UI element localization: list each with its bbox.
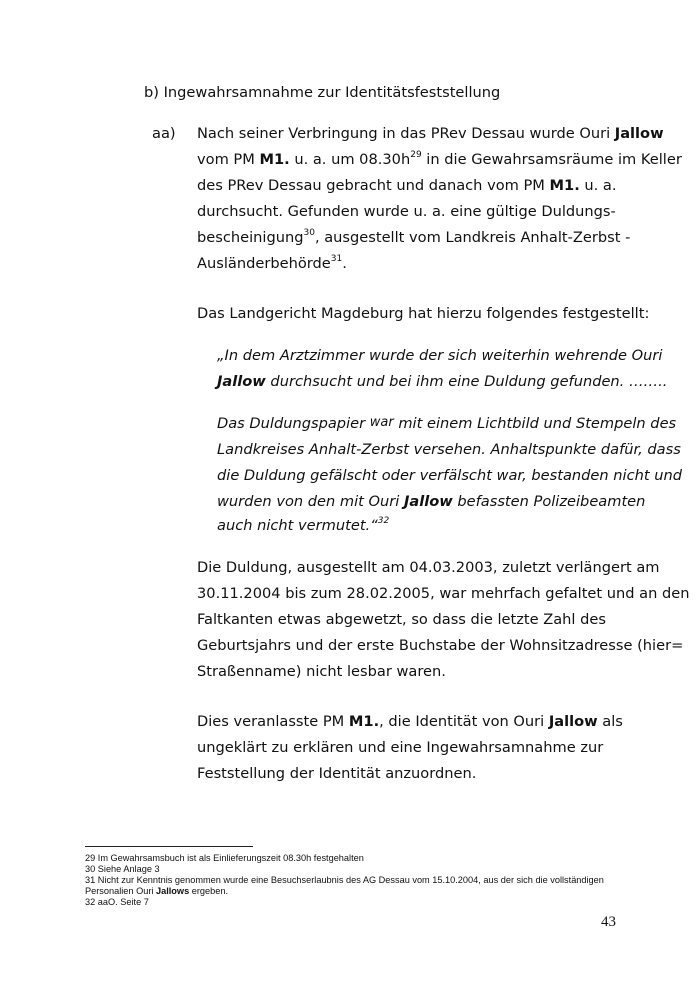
name-jallow: Jallow [614,125,664,142]
quote-line2: Jallow durchsucht und bei ihm eine Duldung gefunden. …….. [217,373,668,390]
footnote-divider [85,846,253,847]
para4-line2: ungeklärt zu erklären und eine Ingewahrsamnahme zur [197,739,604,756]
page-number: 43 [601,914,616,930]
quote-line1: „In dem Arztzimmer wurde der sich weiterhin wehrende Ouri [217,347,663,364]
footnote-31-line1: 31 Nicht zur Kenntnis genommen wurde eine Besuchserlaubnis des AG Dessau vom 15.10.2004, aus der sich die vollständigen [85,875,604,885]
para3-line2: 30.11.2004 bis zum 28.02.2005, war mehrfach gefaltet und an den [197,585,690,602]
name-m1: M1. [549,177,580,194]
para4-line3: Feststellung der Identität anzuordnen. [197,765,477,782]
para2-line1: Das Landgericht Magdeburg hat hierzu folgendes festgestellt: [197,305,650,322]
section-heading: b) Ingewahrsamnahme zur Identitätsfeststellung [144,84,501,101]
footnote-31-line2: Personalien Ouri Jallows ergeben. [85,886,229,896]
quote-line3: Das Duldungspapier war mit einem Lichtbild und Stempeln des [217,415,677,432]
para1-line5: bescheinigung$^{30}$, ausgestellt vom Landkreis Anhalt-Zerbst - [197,228,631,246]
name-m1: M1. [348,713,380,730]
para1-line6: Ausländerbehörde$^{31}$. [197,254,347,272]
footnote-32: 32 aaO. Seite 7 [85,897,149,907]
footnote-29: 29 Im Gewahrsamsbuch ist als Einlieferungszeit 08.30h festgehalten [85,853,364,863]
item-marker: aa) [152,125,176,142]
footnote-ref-32: 32 [377,516,390,527]
name-jallow: Jallow [403,493,453,510]
quote-line4: Landkreises Anhalt-Zerbst versehen. Anhaltspunkte dafür, dass [217,441,681,458]
para1-line2: vom PM M1. u. a. um $08.30h^{29}$ in die Gewahrsamsräume im Keller [197,150,682,168]
name-jallow: Jallow [548,713,598,730]
quote-line6: wurden von den mit Ouri Jallow befassten Polizeibeamten [217,493,646,510]
para3-line3: Faltkanten etwas abgewetzt, so dass die letzte Zahl des [197,611,606,628]
para1-line4: durchsucht. Gefunden wurde u. a. eine gültige Duldungs- [197,203,616,220]
footnote-ref-31: 31 [330,254,343,265]
para3-line5: Straßenname) nicht lesbar waren. [197,663,446,680]
footnote-30: 30 Siehe Anlage 3 [85,864,160,874]
para3-line4: Geburtsjahrs und der erste Buchstabe der Wohnsitzadresse (hier= [197,637,684,654]
footnote-ref-29: 29 [410,150,422,161]
quote-line5: die Duldung gefälscht oder verfälscht war, bestanden nicht und [217,467,682,484]
quote-line7: auch nicht vermutet.“$^{32}$ [217,516,390,534]
footnote-ref-30: 30 [303,228,315,239]
name-m1: M1. [259,151,290,168]
name-jallow: Jallow [217,373,266,390]
para1-line1: Nach seiner Verbringung in das PRev Dessau wurde Ouri Jallow [197,125,664,142]
para1-line3: des PRev Dessau gebracht und danach vom PM M1. u. a. [197,177,617,194]
para4-line1: Dies veranlasste PM M1., die Identität von Ouri Jallow als [197,713,623,730]
para3-line1: Die Duldung, ausgestellt am 04.03.2003, zuletzt verlängert am [197,559,660,576]
